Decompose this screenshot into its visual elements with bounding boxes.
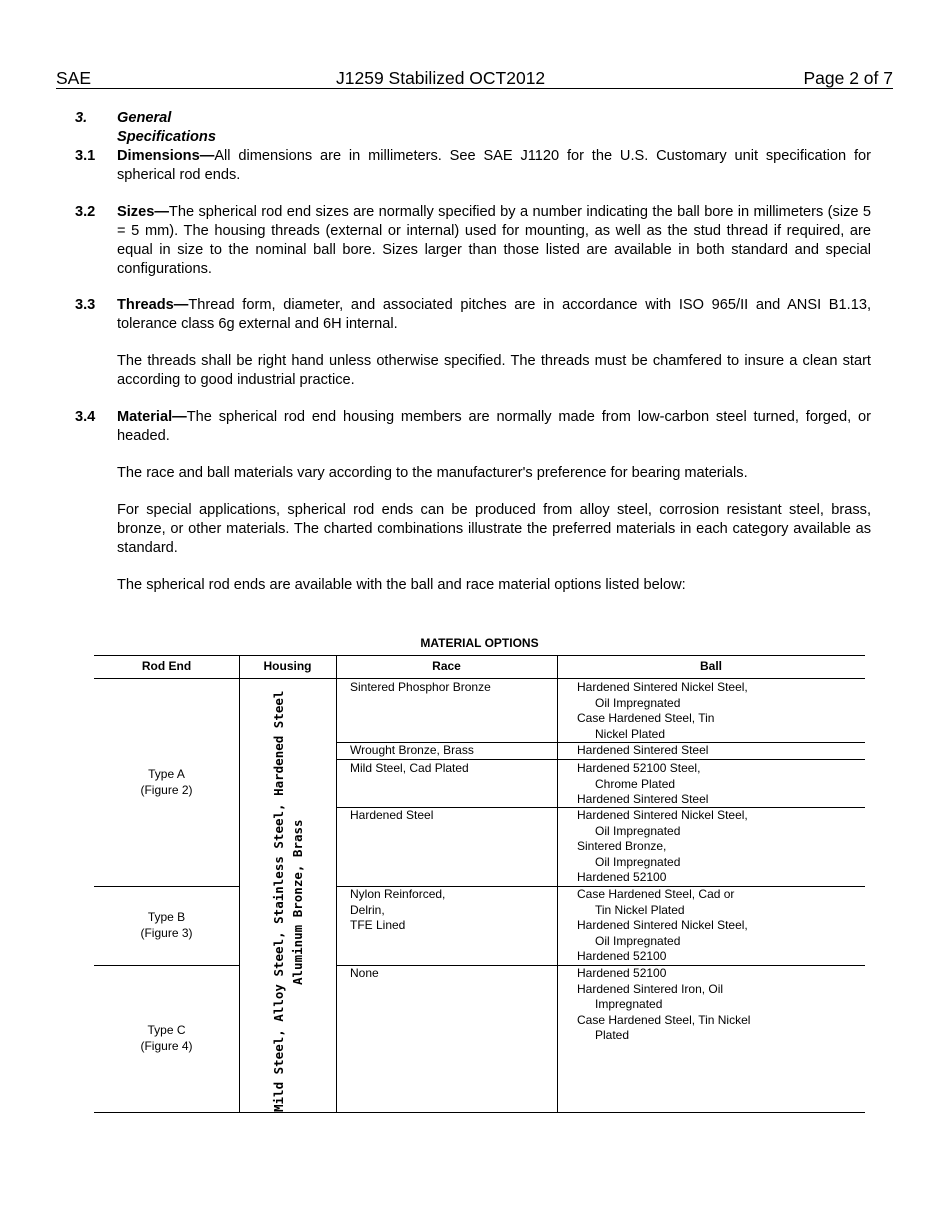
ball-cell [577,680,748,742]
rod-end-type-c [94,1023,239,1054]
table-rule [336,759,865,760]
ball-line: Hardened 52100 Steel, [577,761,701,775]
ball-line: Impregnated [595,997,663,1011]
ball-line: Hardened 52100 [577,949,667,963]
ball-line: Nickel Plated [595,726,666,741]
para-lead: Material— [117,409,187,425]
paragraph-material [117,408,871,446]
ball-line: Oil Impregnated [595,854,681,869]
section-number: 3. [75,110,88,126]
paragraph-threads-note [117,352,871,390]
ball-line: Hardened Sintered Iron, Oil [577,981,724,996]
paragraph-special-applications [117,501,871,558]
para-text: Thread form, diameter, and associated pitches are in accordance with ISO 965/II and ANSI B1.13, tolerance class 6g external and 6H internal. [117,297,871,332]
header-center: J1259 Stabilized OCT2012 [336,68,546,88]
ball-line: Hardened Sintered Steel [577,792,709,806]
page-header [56,68,893,89]
para-text: The spherical rod ends are available with the ball and race material options listed below: [117,577,686,593]
ball-line: Hardened 52100 [577,966,667,980]
col-header-rod-end: Rod End [141,659,192,673]
rod-end-name: Type C [147,1023,186,1037]
rod-end-type-b [94,910,239,941]
rod-end-type-a [94,767,239,798]
ball-cell [577,761,708,808]
para-number: 3.3 [75,297,96,313]
col-header-housing: Housing [263,659,312,673]
ball-line: Hardened Sintered Steel [577,743,709,757]
table-rule [557,655,558,1113]
rod-end-name: Type A [148,767,185,781]
housing-materials-line2: Aluminum Bronze, Brass [290,819,305,985]
table-rule [336,655,337,1113]
table-rule [94,678,865,679]
col-header-race: Race [432,659,461,673]
ball-line: Plated [595,1028,630,1042]
para-text: All dimensions are in millimeters. See SAE J1120 for the U.S. Customary unit specification for spherical rod ends. [117,148,871,183]
race-cell: Hardened Steel [350,808,434,822]
ball-cell [577,887,748,965]
paragraph-sizes [117,203,871,279]
table-rule [94,1112,865,1113]
ball-line: Oil Impregnated [595,695,681,710]
paragraph-options-intro [117,576,871,595]
race-line: TFE Lined [350,918,406,932]
para-lead: Sizes— [117,204,169,220]
race-line: Nylon Reinforced, [350,887,446,901]
header-left: SAE [56,68,92,88]
table-rule [94,965,239,966]
race-cell [350,887,445,934]
material-options-table [94,655,865,1113]
ball-line: Case Hardened Steel, Tin Nickel [577,1012,751,1027]
rod-end-figure: (Figure 2) [140,782,193,797]
para-lead: Dimensions— [117,148,215,164]
header-page-number: Page 2 of 7 [803,68,893,88]
ball-line: Oil Impregnated [595,933,681,948]
table-rule [94,886,239,887]
ball-line: Hardened 52100 [577,870,667,884]
ball-line: Case Hardened Steel, Cad or [577,887,735,901]
ball-cell [577,966,750,1044]
ball-line: Chrome Plated [595,776,676,791]
ball-line: Hardened Sintered Nickel Steel, [577,808,748,822]
para-number: 3.1 [75,148,96,164]
para-text: The threads shall be right hand unless otherwise specified. The threads must be chamfered to insure a clean start according to good industrial practice. [117,353,871,388]
para-lead: Threads— [117,297,189,313]
ball-cell [577,743,708,759]
para-text: The race and ball materials vary according to the manufacturer's preference for bearing materials. [117,465,748,481]
table-rule [94,655,865,656]
para-text: The spherical rod end sizes are normally specified by a number indicating the ball bore in millimeters (size 5 = 5 mm). The housing threads (external or internal) used for mounting, as well as the stud thread if required, are equal in size to the nominal ball bore. Sizes larger than those listed are available in both standard and special configurations. [117,204,871,277]
para-number: 3.4 [75,409,96,425]
table-rule [239,655,240,1113]
ball-line: Case Hardened Steel, Tin [577,711,715,725]
ball-line: Oil Impregnated [595,823,681,838]
ball-line: Sintered Bronze, [577,839,667,853]
paragraph-race-ball [117,464,871,483]
para-text: For special applications, spherical rod ends can be produced from alloy steel, corrosion resistant steel, brass, bronze, or other materials. The charted combinations illustrate the preferred materials in each category available as standard. [117,502,871,556]
ball-line: Hardened Sintered Nickel Steel, [577,680,748,694]
ball-cell [577,808,748,886]
table-title: MATERIAL OPTIONS [420,636,539,650]
rod-end-figure: (Figure 3) [140,925,193,940]
ball-line: Hardened Sintered Nickel Steel, [577,918,748,932]
race-line: Delrin, [350,902,385,917]
rod-end-name: Type B [147,910,186,924]
housing-materials-line1: Mild Steel, Alloy Steel, Stainless Steel, Hardened Steel [271,690,286,1112]
paragraph-dimensions [117,147,871,185]
rod-end-figure: (Figure 4) [140,1038,193,1053]
paragraph-threads [117,296,871,334]
section-title: General Specifications [117,110,216,145]
ball-line: Tin Nickel Plated [595,902,685,917]
race-cell: None [350,966,379,980]
race-cell: Wrought Bronze, Brass [350,743,474,757]
race-cell: Mild Steel, Cad Plated [350,761,469,775]
para-text: The spherical rod end housing members are normally made from low-carbon steel turned, forged, or headed. [117,409,871,444]
col-header-ball: Ball [699,659,722,673]
para-number: 3.2 [75,204,96,220]
race-cell: Sintered Phosphor Bronze [350,680,491,694]
